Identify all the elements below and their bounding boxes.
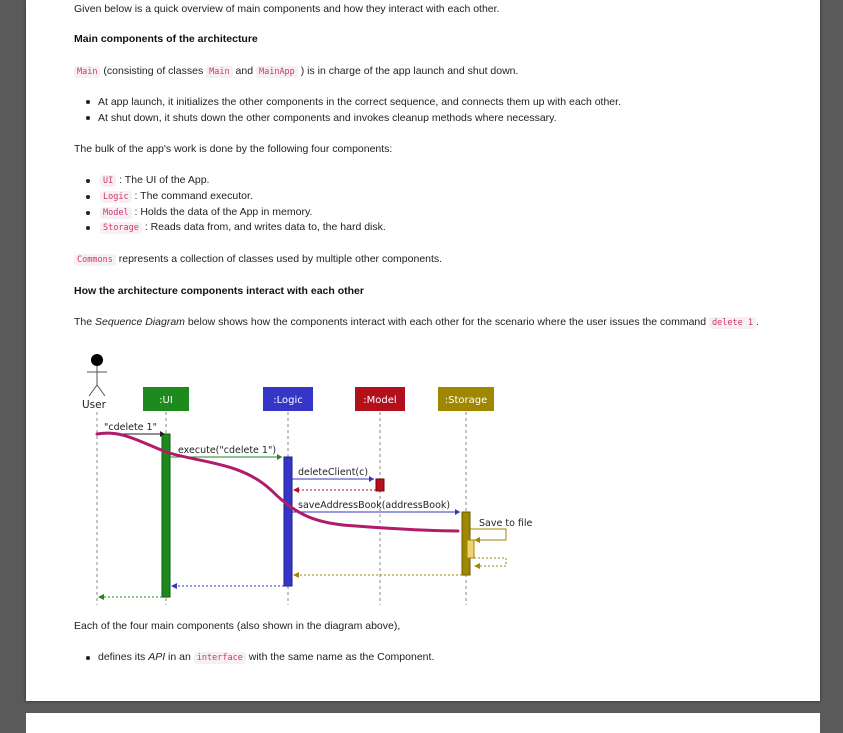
- intro-text: Given below is a quick overview of main components and how they interact with each other.: [74, 3, 500, 15]
- defines-post: with the same name as the Component.: [245, 651, 435, 663]
- defines-mid: in an: [165, 651, 194, 663]
- participant-logic-label: :Logic: [273, 395, 303, 406]
- code-delete-1: delete 1: [709, 317, 756, 329]
- pen-annotation: [97, 433, 458, 531]
- message-save-to-file: [470, 529, 506, 543]
- message-delete-client-label: deleteClient(c): [298, 467, 369, 478]
- defines-pre: defines its: [98, 651, 149, 663]
- bullet-icon: [86, 656, 90, 660]
- main-para-text2: and: [232, 65, 256, 77]
- launch-bullet-1: At app launch, it initializes the other components in the correct sequence, and connects them up with each other.: [98, 96, 621, 108]
- message-cdelete-label: "cdelete 1": [104, 422, 157, 433]
- user-actor-icon: [87, 354, 107, 396]
- ui-activation: [162, 434, 170, 597]
- main-para-text1: (consisting of classes: [100, 65, 207, 77]
- component-logic-desc: : The command executor.: [131, 190, 253, 202]
- defines-em: API: [148, 651, 166, 663]
- code-storage: Storage: [100, 222, 142, 234]
- logic-activation: [284, 457, 292, 586]
- code-commons: Commons: [74, 254, 116, 266]
- seq-para-post: below shows how the components interact with each other for the scenario where the user issues the command: [184, 316, 710, 328]
- sequence-diagram: [26, 0, 820, 701]
- code-main-class: Main: [206, 66, 232, 78]
- defines-bullet: [98, 650, 434, 665]
- return-ui: [98, 594, 162, 600]
- message-execute-label: execute("cdelete 1"): [178, 445, 277, 456]
- code-main: Main: [74, 66, 100, 78]
- component-model-desc: : Holds the data of the App in memory.: [131, 206, 313, 218]
- code-model: Model: [100, 207, 132, 219]
- message-save-to-file-label: Save to file: [479, 518, 533, 529]
- participant-model-label: :Model: [363, 395, 397, 406]
- component-storage-desc: : Reads data from, and writes data to, the hard disk.: [141, 221, 386, 233]
- seq-para-em: Sequence Diagram: [95, 316, 185, 328]
- main-para-text3: ) is in charge of the app launch and shut down.: [297, 65, 519, 77]
- return-model: [293, 487, 376, 493]
- seq-para-end: .: [755, 316, 759, 328]
- next-page: [26, 713, 820, 733]
- launch-bullet-2: At shut down, it shuts down the other components and invokes cleanup methods where necessary.: [98, 112, 557, 124]
- participant-storage-label: :Storage: [444, 395, 488, 406]
- component-ui-desc: : The UI of the App.: [116, 174, 210, 186]
- participant-ui-label: :UI: [159, 395, 173, 406]
- heading-interaction: How the architecture components interact with each other: [74, 285, 364, 297]
- heading-main-components: Main components of the architecture: [74, 33, 258, 45]
- code-interface: interface: [194, 652, 246, 664]
- return-save-to-file: [474, 558, 506, 569]
- return-logic: [171, 583, 284, 589]
- bulk-text: The bulk of the app's work is done by the following four components:: [74, 143, 393, 155]
- return-storage: [293, 572, 462, 578]
- actor-label: User: [82, 399, 106, 411]
- each-text: Each of the four main components (also shown in the diagram above),: [74, 620, 401, 632]
- commons-desc: represents a collection of classes used by multiple other components.: [115, 253, 443, 265]
- code-mainapp: MainApp: [256, 66, 298, 78]
- code-ui: UI: [100, 175, 116, 187]
- code-logic: Logic: [100, 191, 132, 203]
- message-save-address-book-label: saveAddressBook(addressBook): [298, 500, 451, 511]
- model-activation: [376, 479, 384, 491]
- document-page: [26, 0, 820, 701]
- seq-para-pre: The: [74, 316, 96, 328]
- storage-self-activation: [467, 540, 474, 558]
